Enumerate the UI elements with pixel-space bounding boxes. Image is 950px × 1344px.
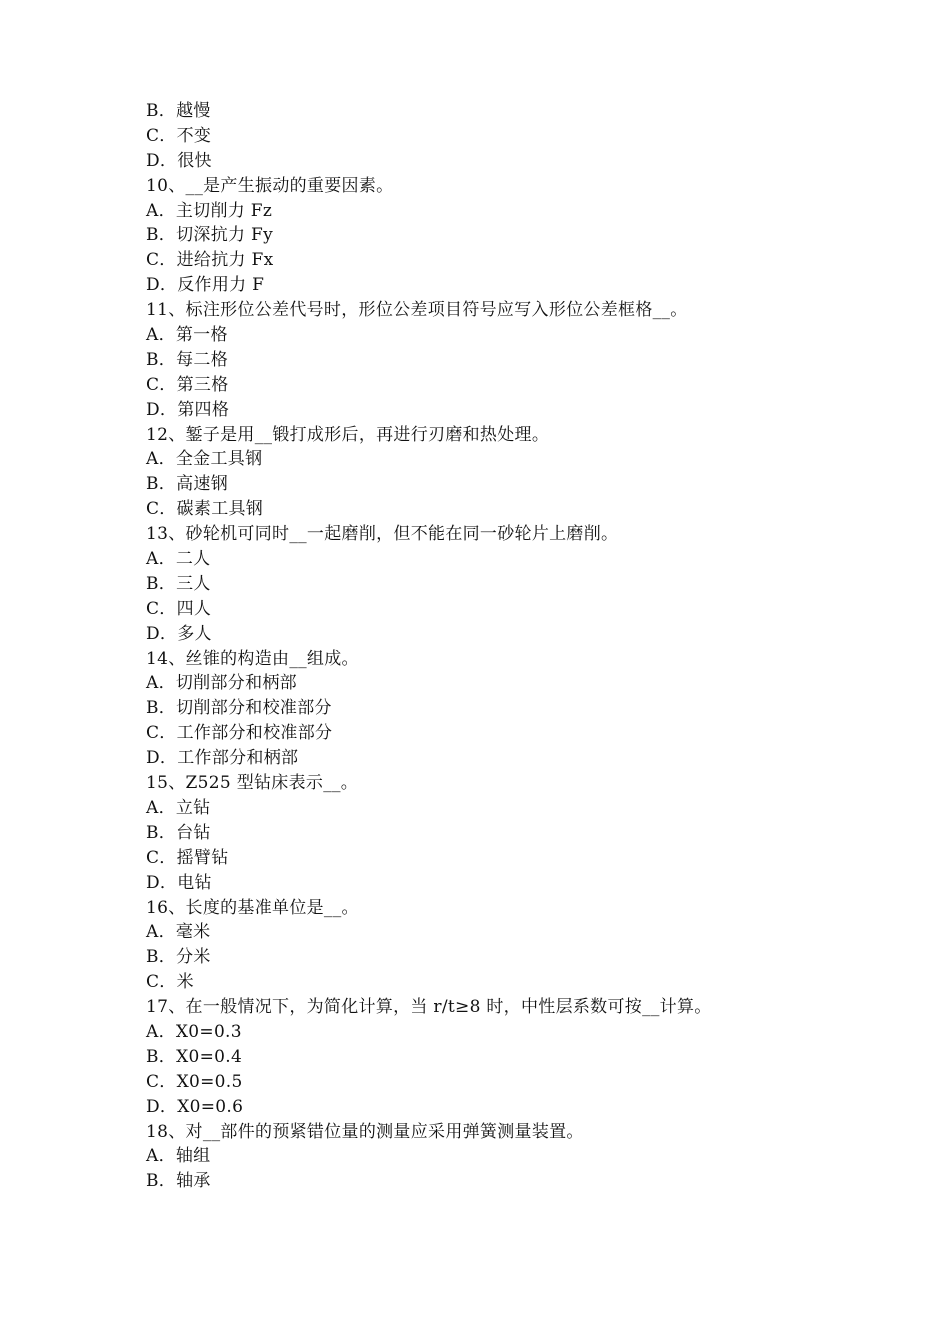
option-line: D．多人 (146, 623, 212, 644)
option-line: D．反作用力 F (146, 275, 265, 296)
question-line: 13、砂轮机可同时__一起磨削，但不能在同一砂轮片上磨削。 (146, 524, 619, 545)
option-line: B．切深抗力 Fy (146, 225, 273, 246)
option-line: B．每二格 (146, 349, 228, 370)
option-line: A．主切削力 Fz (146, 200, 273, 221)
option-line: B．三人 (146, 573, 211, 594)
question-line: 15、Z525 型钻床表示__。 (146, 773, 359, 794)
option-line: D．X0=0.6 (146, 1096, 244, 1117)
option-line: B．轴承 (146, 1171, 211, 1192)
option-line: A．X0=0.3 (146, 1021, 242, 1042)
question-line: 10、__是产生振动的重要因素。 (146, 175, 394, 196)
option-line: C．X0=0.5 (146, 1071, 243, 1092)
option-line: C．工作部分和校准部分 (146, 723, 333, 744)
option-line: B．越慢 (146, 101, 211, 121)
option-line: B．高速钢 (146, 474, 228, 495)
option-line: D．电钻 (146, 872, 212, 893)
option-line: B．分米 (146, 947, 211, 968)
option-line: A．轴组 (146, 1146, 211, 1167)
question-line: 17、在一般情况下，为简化计算，当 r/t≥8 时，中性层系数可按__计算。 (146, 997, 712, 1018)
option-line: C．不变 (146, 125, 212, 146)
option-line: D．工作部分和柄部 (146, 748, 299, 769)
option-line: B．台钻 (146, 822, 211, 843)
question-list (146, 99, 712, 1194)
option-line: D．很快 (146, 150, 212, 171)
option-line: C．米 (146, 972, 194, 993)
option-line: A．二人 (146, 549, 211, 570)
option-line: C．进给抗力 Fx (146, 250, 274, 271)
option-line: B．X0=0.4 (146, 1046, 243, 1067)
option-line: C．摇臂钻 (146, 847, 229, 868)
question-line: 12、錾子是用__锻打成形后，再进行刃磨和热处理。 (146, 424, 550, 445)
option-line: D．第四格 (146, 399, 230, 420)
option-line: A．毫米 (146, 922, 211, 943)
question-line: 14、丝锥的构造由__组成。 (146, 648, 359, 669)
question-line: 18、对__部件的预紧错位量的测量应采用弹簧测量装置。 (146, 1121, 584, 1142)
option-line: A．第一格 (146, 325, 228, 346)
question-line: 16、长度的基准单位是__。 (146, 897, 359, 918)
option-line: B．切削部分和校准部分 (146, 698, 332, 719)
option-line: C．四人 (146, 598, 212, 619)
option-line: C．碳素工具钢 (146, 499, 264, 520)
question-line: 11、标注形位公差代号时，形位公差项目符号应写入形位公差框格__。 (146, 300, 688, 321)
option-line: A．切削部分和柄部 (146, 673, 297, 694)
option-line: A．全金工具钢 (146, 449, 263, 470)
option-line: A．立钻 (146, 797, 211, 818)
option-line: C．第三格 (146, 374, 229, 395)
